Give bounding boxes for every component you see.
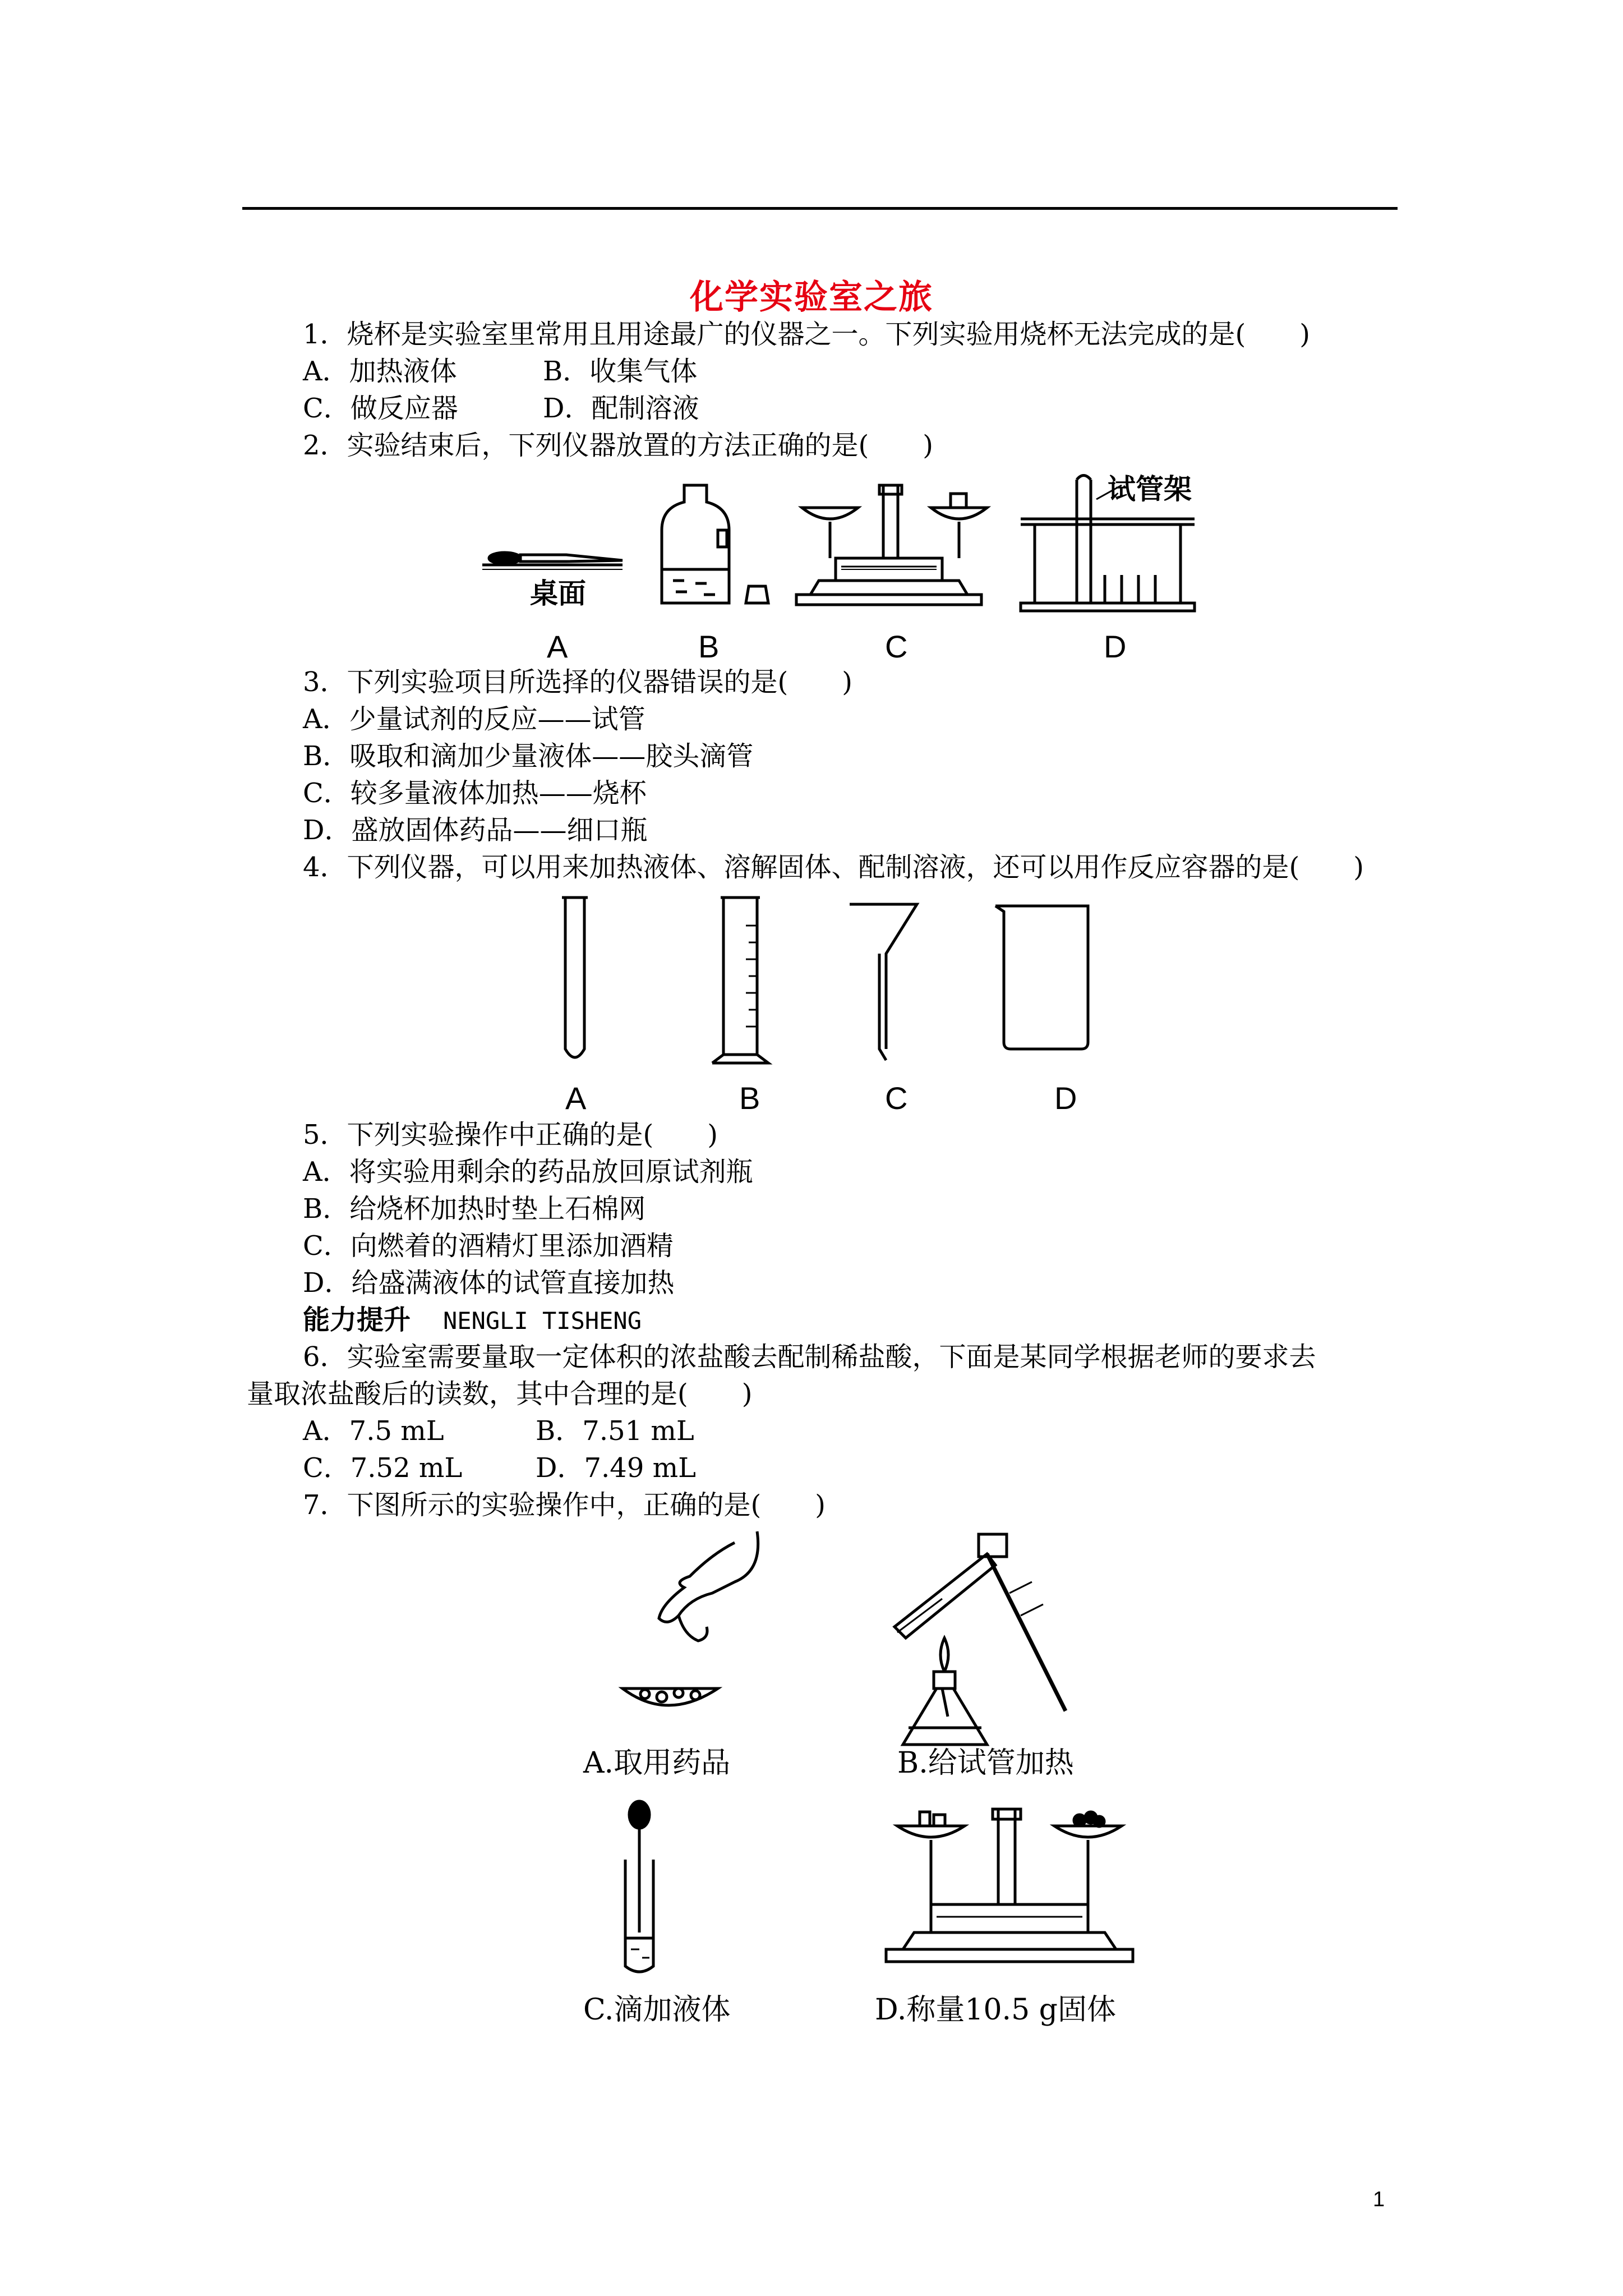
q2-label-c: C [885, 629, 908, 664]
q4-label-c: C [885, 1080, 908, 1116]
q6-option-c: C．7.52 mL [303, 1452, 463, 1484]
q2-figure [482, 468, 1211, 631]
dropper-into-tube-drawing [625, 1801, 653, 1972]
q2-label-d: D [1104, 629, 1127, 664]
q7-figure-bottom [606, 1792, 1144, 1983]
header-rule [242, 207, 1398, 210]
heating-test-tube-drawing [895, 1534, 1066, 1745]
q7-caption-a: A.取用药品 [583, 1746, 731, 1780]
balance-drawing [796, 485, 987, 605]
graduated-cylinder-drawing [712, 898, 768, 1063]
q3-option-d: D．盛放固体药品——细口瓶 [303, 815, 648, 846]
q6-option-d: D．7.49 mL [536, 1452, 697, 1484]
q4-label-a: A [565, 1080, 587, 1116]
q4-figure [550, 892, 1138, 1071]
question-5-stem: 5．下列实验操作中正确的是( ) [303, 1119, 718, 1151]
q1-option-a: A．加热液体 [303, 356, 457, 387]
balance-weighing-drawing [886, 1809, 1133, 1962]
beaker-drawing [995, 906, 1088, 1049]
question-6-stem-line-2: 量取浓盐酸后的读数，其中合理的是( ) [247, 1378, 753, 1410]
open-bottle-drawing [662, 485, 768, 603]
question-3-stem: 3．下列实验项目所选择的仪器错误的是( ) [303, 666, 852, 698]
q3-option-b: B．吸取和滴加少量液体——胶头滴管 [303, 740, 754, 772]
desk-label: 桌面 [530, 578, 586, 609]
q4-label-d: D [1054, 1080, 1077, 1116]
q7-caption-d: D.称量10.5 g固体 [875, 1993, 1116, 2027]
funnel-drawing [850, 904, 917, 1060]
q5-option-c: C．向燃着的酒精灯里添加酒精 [303, 1230, 674, 1262]
rack-label: 试管架 [1108, 473, 1192, 505]
question-1-stem: 1．烧杯是实验室里常用且用途最广的仪器之一。下列实验用烧杯无法完成的是( ) [303, 319, 1310, 350]
q7-caption-c: C.滴加液体 [583, 1993, 731, 2027]
q1-option-c: C．做反应器 [303, 393, 458, 424]
q3-option-a: A．少量试剂的反应——试管 [303, 703, 645, 735]
hand-taking-reagent-drawing [623, 1531, 758, 1705]
q3-option-c: C．较多量液体加热——烧杯 [303, 777, 647, 809]
q4-label-b: B [739, 1080, 760, 1116]
section-heading-cn: 能力提升 [303, 1304, 411, 1336]
question-2-stem: 2．实验结束后，下列仪器放置的方法正确的是( ) [303, 430, 933, 461]
q5-option-d: D．给盛满液体的试管直接加热 [303, 1267, 675, 1299]
q6-option-a: A．7.5 mL [303, 1415, 444, 1447]
question-7-stem: 7．下图所示的实验操作中，正确的是( ) [303, 1489, 826, 1521]
q5-option-b: B．给烧杯加热时垫上石棉网 [303, 1193, 646, 1225]
section-heading-en: NENGLI TISHENG [443, 1307, 642, 1335]
q1-option-b: B．收集气体 [543, 356, 698, 387]
test-tube-drawing [565, 898, 584, 1057]
page-title: 化学实验室之旅 [690, 278, 933, 317]
q2-label-b: B [698, 629, 720, 664]
q2-label-a: A [547, 629, 568, 664]
question-6-stem-line-1: 6．实验室需要量取一定体积的浓盐酸去配制稀盐酸，下面是某同学根据老师的要求去 [303, 1341, 1316, 1373]
q1-option-d: D．配制溶液 [543, 393, 699, 424]
q7-caption-b: B.给试管加热 [897, 1746, 1074, 1780]
q5-option-a: A．将实验用剩余的药品放回原试剂瓶 [303, 1156, 753, 1188]
q7-figure-top [606, 1520, 1110, 1756]
question-4-stem: 4．下列仪器，可以用来加热液体、溶解固体、配制溶液，还可以用作反应容器的是( ) [303, 852, 1364, 883]
dropper-on-desk-drawing [482, 553, 623, 569]
page-number: 1 [1373, 2188, 1385, 2211]
q6-option-b: B．7.51 mL [536, 1415, 694, 1447]
